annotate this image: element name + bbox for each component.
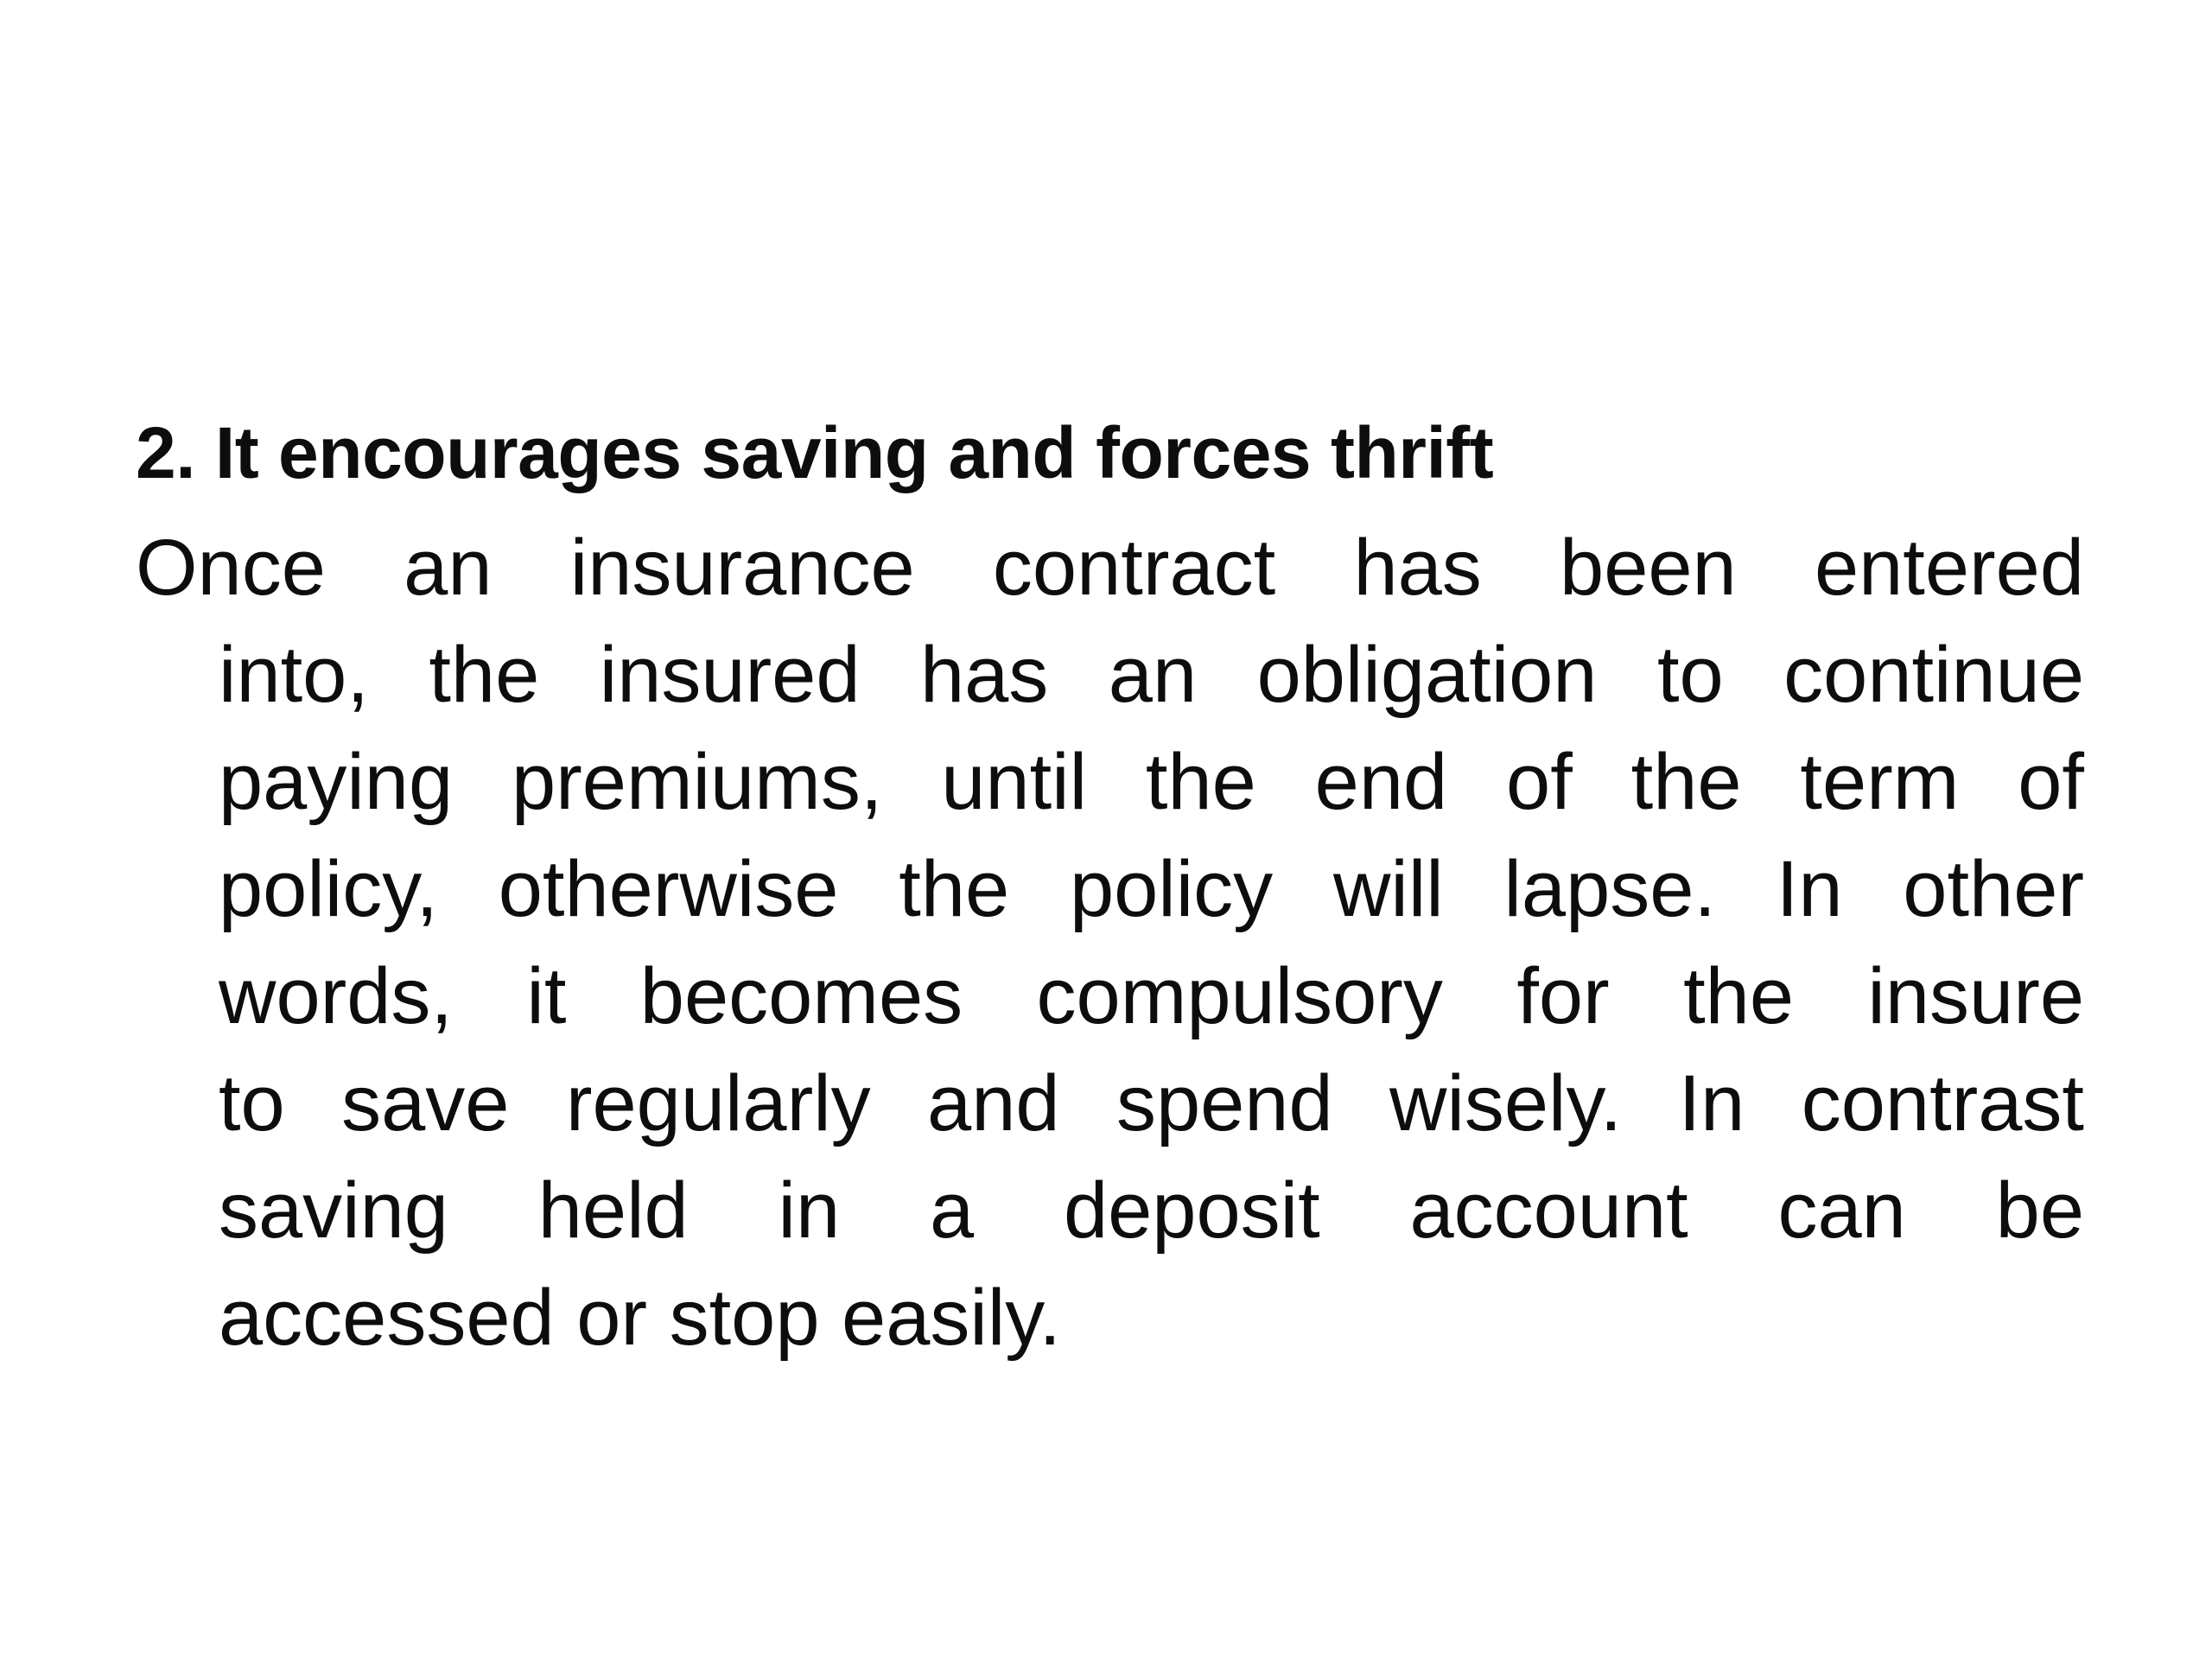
paragraph-line: into, the insured has an obligation to continue [219, 631, 2084, 719]
body-paragraph [136, 514, 2084, 1371]
paragraph-line: policy, otherwise the policy will lapse. In other [219, 845, 2084, 933]
slide-content [136, 399, 2084, 1371]
slide-heading: 2. It encourages saving and forces thrift [136, 412, 1494, 493]
paragraph-line: to save regularly and spend wisely. In contrast [219, 1059, 2084, 1147]
paragraph-line: accessed or stop easily. [219, 1274, 1061, 1362]
paragraph-line: Once an insurance contract has been entered [136, 524, 2084, 612]
paragraph-line: saving held in a deposit account can be [219, 1166, 2084, 1255]
paragraph-line: words, it becomes compulsory for the insure [219, 952, 2084, 1040]
paragraph-line: paying premiums, until the end of the term of [219, 738, 2084, 826]
